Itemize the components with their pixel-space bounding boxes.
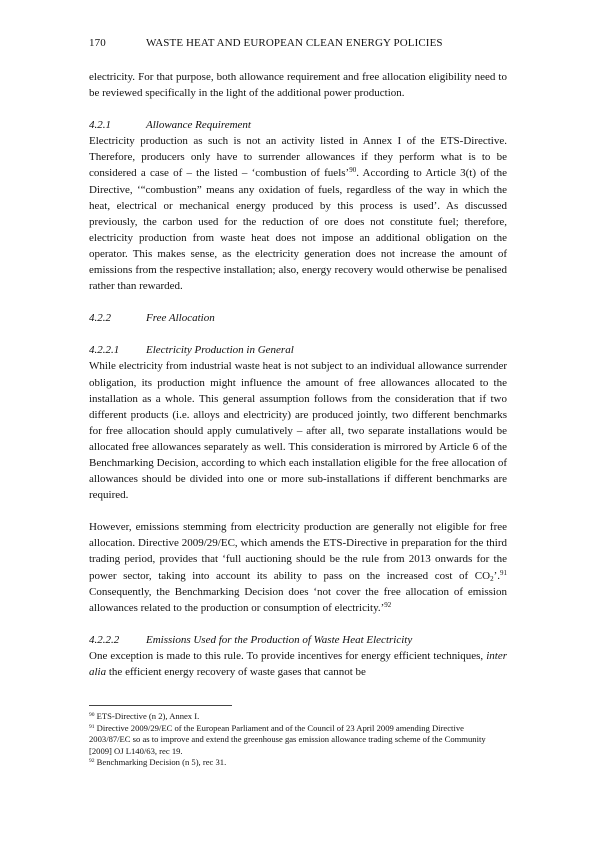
italic-inter-alia: inter alia xyxy=(89,649,507,678)
footnote-ref-91[interactable]: 91 xyxy=(500,568,507,577)
footnotes xyxy=(89,711,507,769)
footnote-91: $^{91}$ Directive 2009/29/EC of the European Parliament and of the Council of 23 April 2009 amending Directive 2003/87/EC so as to improve and extend the greenhouse gas emission allowance trading scheme of the Community [2009] OJ L140/63, rec 19. xyxy=(89,722,486,756)
paragraph-full-auctioning: However, emissions stemming from electricity production are generally not eligible for free allocation. Directive 2009/29/EC, which amends the ETS-Directive in preparation for the third trading period, provides that ‘full auctioning should be the rule from 2013 onwards for the power sector, taking into account its ability to pass on the increased cost of $CO_2’.^{91}$ Consequently, the Benchmarking Decision does ‘not cover the free allocation of emission allowances related to the production or consumption of electricity.’$^{92}$ xyxy=(89,521,507,614)
footnote-ref-90[interactable]: 90 xyxy=(349,166,357,175)
footnote-92: $^{92}$ Benchmarking Decision (n 5), rec 31. xyxy=(89,757,227,768)
footnote-separator xyxy=(89,705,232,706)
heading-4-2-2 xyxy=(89,310,507,326)
heading-4-2-1 xyxy=(89,117,507,133)
paragraph-allowance-requirement: Electricity production as such is not an activity listed in Annex I of the ETS-Directive. Therefore, producers only have to surrender allowances if they perform what is to be considered a case of – the listed – ‘combustion of fuels’$^{90}$. According to Article 3(t) of the Directive, ‘“combustion” means any oxidation of fuels, regardless of the way in which the heat, electrical or mechanical energy produced by this process is used’. As discussed previously, the carbon used for the reduction of ore does not constitute fuel; therefore, electricity production from waste heat does not impose an additional obligation on the operator. This makes sense, as the electricity generation does not increase the amount of emissions from the respective installation; also, energy recovery would otherwise be penalised rather than rewarded. xyxy=(89,135,508,293)
footnote-ref-92[interactable]: 92 xyxy=(384,600,392,609)
body-text xyxy=(89,69,507,680)
heading-4-2-2-2 xyxy=(89,632,507,648)
heading-number: 4.2.1 xyxy=(89,119,111,132)
footnote-90: $^{90}$ ETS-Directive (n 2), Annex I. xyxy=(89,711,200,721)
heading-title: Emissions Used for the Production of Waste Heat Electricity xyxy=(146,633,413,646)
running-title: WASTE HEAT AND EUROPEAN CLEAN ENERGY POLICIES xyxy=(146,37,443,49)
heading-title: Electricity Production in General xyxy=(146,344,294,357)
heading-title: Free Allocation xyxy=(146,312,215,325)
heading-number: 4.2.2 xyxy=(89,312,111,325)
page-number: 170 xyxy=(89,37,106,49)
heading-number: 4.2.2.2 xyxy=(89,633,120,646)
subscript-2: 2 xyxy=(490,574,494,583)
paragraph-exception: One exception is made to this rule. To provide incentives for energy efficient techniques, inter alia the efficient energy recovery of waste gases that cannot be xyxy=(89,649,507,678)
heading-number: 4.2.2.1 xyxy=(89,344,120,357)
heading-4-2-2-1 xyxy=(89,342,507,358)
paragraph-electricity-general: While electricity from industrial waste heat is not subject to an individual allowance surrender obligation, its production might influence the amount of free allowances allocated to the installation as a whole. This general assumption follows from the consideration that if two different products (i.e. alloys and electricity) are produced jointly, two different benchmarks for free allocation should apply cumulatively – after all, two separate installations would be allocated free allowances separately as well. This consideration is mirrored by Article 6 of the Benchmarking Decision, according to which each installation eligible for the free allocation of allowances should be divided into one or more sub-installations if different benchmarks are required. xyxy=(89,360,507,502)
heading-title: Allowance Requirement xyxy=(146,119,251,132)
intro-paragraph: electricity. For that purpose, both allowance requirement and free allocation eligibility need to be reviewed specifically in the light of the additional power production. xyxy=(89,71,507,100)
